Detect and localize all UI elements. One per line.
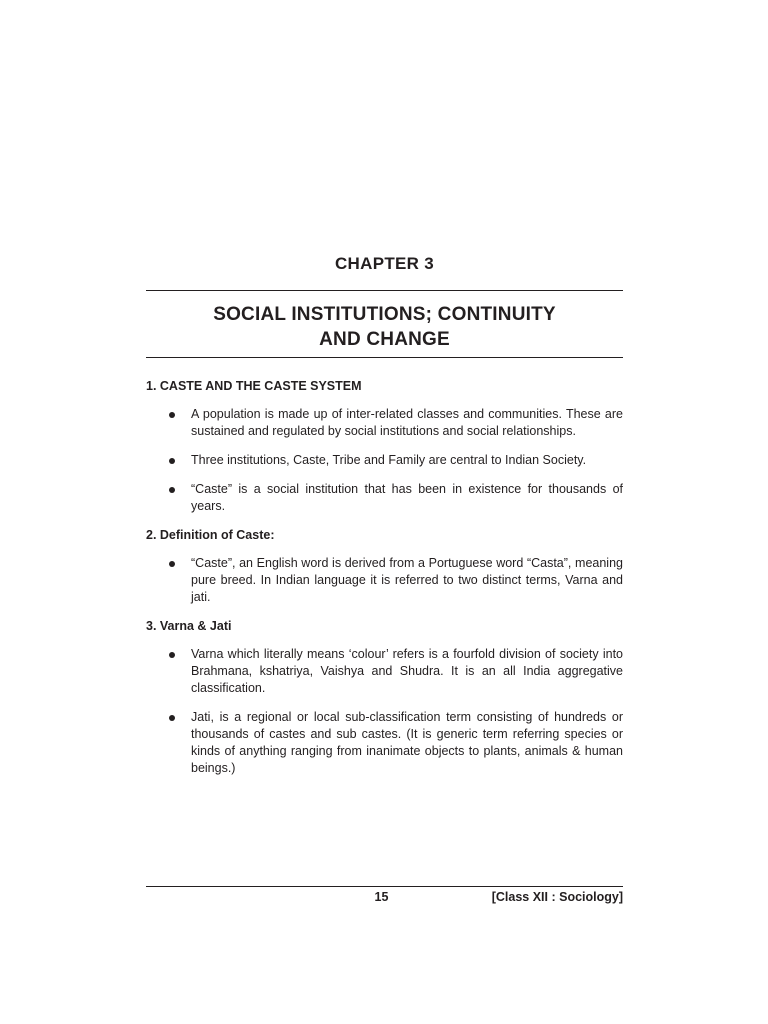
- title-bottom-rule: [146, 357, 623, 358]
- list-item: [146, 481, 623, 515]
- section-heading: 2. Definition of Caste:: [146, 528, 275, 542]
- page-number: 15: [374, 890, 389, 904]
- section-caste-system: [146, 378, 623, 515]
- bullet-icon: [169, 715, 175, 721]
- list-item-text: Jati, is a regional or local sub-classification term consisting of hundreds or thousands of castes and sub castes. (It is generic term referring species or kinds of anything ranging from inanimate objects to plants, animals & human beings.): [191, 710, 623, 775]
- chapter-label: CHAPTER 3: [334, 254, 435, 273]
- chapter-title-line-2: AND CHANGE: [319, 329, 450, 350]
- bullet-icon: [169, 561, 175, 567]
- list-item: [146, 452, 623, 469]
- title-top-rule: [146, 290, 623, 291]
- bullet-list: [146, 646, 623, 777]
- bullet-list: [146, 406, 623, 515]
- bullet-icon: [169, 458, 175, 464]
- list-item: [146, 406, 623, 440]
- list-item-text: Three institutions, Caste, Tribe and Family are central to Indian Society.: [191, 453, 587, 467]
- list-item-text: A population is made up of inter-related classes and communities. These are sustained and regulated by social institutions and social relationships.: [191, 407, 623, 438]
- footer-rule: [146, 886, 623, 887]
- section-heading: 1. CASTE AND THE CASTE SYSTEM: [146, 379, 362, 393]
- bullet-list: [146, 555, 623, 606]
- list-item-text: Varna which literally means ‘colour’ refers is a fourfold division of society into Brahmana, kshatriya, Vaishya and Shudra. It is an all India aggregative classification.: [191, 647, 623, 695]
- chapter-title: [146, 302, 623, 352]
- bullet-icon: [169, 412, 175, 418]
- chapter-title-line-1: SOCIAL INSTITUTIONS; CONTINUITY: [213, 304, 556, 325]
- section-heading: 3. Varna & Jati: [146, 619, 232, 633]
- list-item-text: “Caste” is a social institution that has been in existence for thousands of years.: [191, 482, 623, 513]
- chapter-content: [146, 378, 623, 777]
- list-item: [146, 709, 623, 777]
- page-footer: [146, 890, 623, 908]
- running-footer-title: [Class XII : Sociology]: [491, 890, 623, 904]
- document-page: [146, 0, 623, 1024]
- section-varna-jati: [146, 618, 623, 777]
- list-item: [146, 555, 623, 606]
- section-definition-of-caste: [146, 527, 623, 606]
- bullet-icon: [169, 652, 175, 658]
- bullet-icon: [169, 487, 175, 493]
- list-item: [146, 646, 623, 697]
- list-item-text: “Caste”, an English word is derived from a Portuguese word “Casta”, meaning pure breed. In Indian language it is referred to two distinct terms, Varna and jati.: [191, 556, 623, 604]
